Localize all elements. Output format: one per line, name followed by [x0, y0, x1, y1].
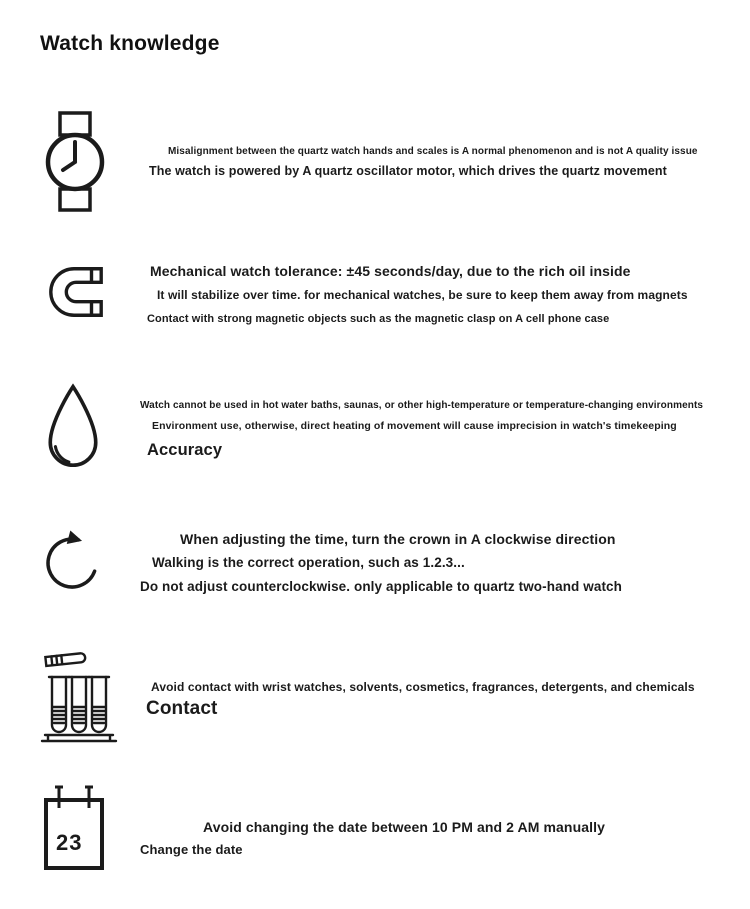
knowledge-line: It will stabilize over time. for mechanical watches, be sure to keep them away from magnets	[157, 288, 688, 302]
knowledge-line: Misalignment between the quartz watch hands and scales is A normal phenomenon and is not A quality issue	[168, 146, 698, 157]
page-title: Watch knowledge	[40, 32, 220, 55]
knowledge-line: Avoid contact with wrist watches, solvents, cosmetics, fragrances, detergents, and chemicals	[151, 680, 695, 694]
watch-icon	[44, 111, 106, 213]
knowledge-line: The watch is powered by A quartz oscillator motor, which drives the quartz movement	[149, 164, 667, 178]
calendar-date-number: 23	[56, 830, 83, 855]
knowledge-line: When adjusting the time, turn the crown in A clockwise direction	[180, 531, 616, 547]
knowledge-line: Change the date	[140, 842, 243, 857]
knowledge-line: Mechanical watch tolerance: ±45 seconds/day, due to the rich oil inside	[150, 263, 631, 279]
knowledge-line: Contact with strong magnetic objects such as the magnetic clasp on A cell phone case	[147, 313, 610, 325]
knowledge-line: Do not adjust counterclockwise. only applicable to quartz two-hand watch	[140, 579, 622, 594]
knowledge-line: Walking is the correct operation, such as 1.2.3...	[152, 555, 465, 570]
water-drop-icon	[42, 382, 104, 474]
test-tubes-icon	[40, 643, 118, 745]
knowledge-line: Environment use, otherwise, direct heating of movement will cause imprecision in watch's timekeeping	[152, 420, 677, 432]
clockwise-arrow-icon	[42, 521, 104, 599]
knowledge-line: Watch cannot be used in hot water baths, saunas, or other high-temperature or temperature-changing environments	[140, 400, 704, 411]
calendar-icon	[42, 784, 106, 872]
magnet-icon	[45, 261, 107, 323]
knowledge-heading: Contact	[146, 698, 218, 719]
knowledge-line: Avoid changing the date between 10 PM and 2 AM manually	[203, 819, 605, 835]
knowledge-heading: Accuracy	[147, 441, 223, 459]
